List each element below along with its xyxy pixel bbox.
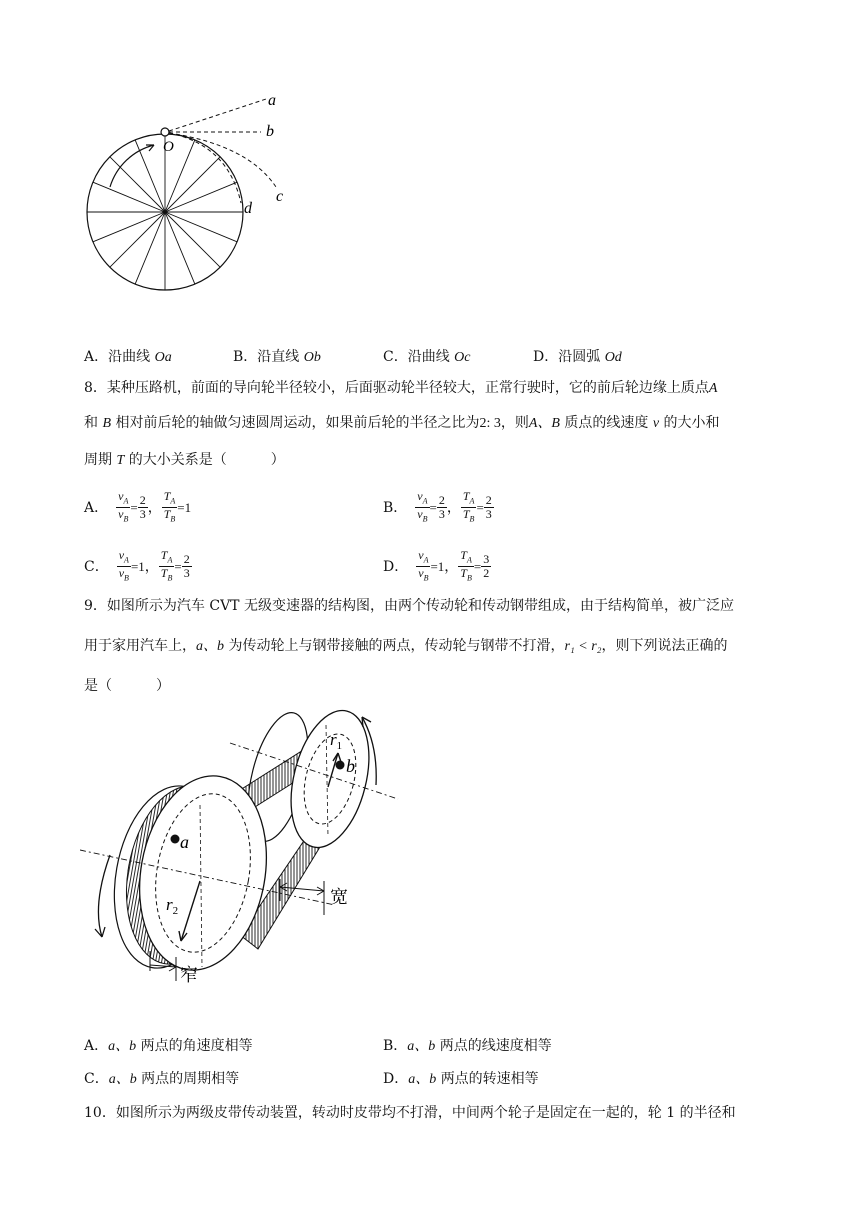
point-b-marker [336,761,345,770]
q8-option-b[interactable]: B． $\frac{v_A}{v_B}$ = $\frac{2}{3}$ ， $\frac{T_A}{T_B}$ = $\frac{2}{3}$ [383,489,492,524]
label-a: a [180,832,189,852]
fraction-ta-tb: $\frac{T_A}{T_B}$ [163,489,176,524]
fraction-va-vb: $\frac{v_A}{v_B}$ [118,489,129,524]
q10-stem-line1: 10．如图所示为两级皮带传动装置，转动时皮带均不打滑，中间两个轮子是固定在一起的，轮 1 的半径和 [84,1105,736,1121]
q8-stem-line3: 周期 T 的大小关系是（ ） [84,452,285,468]
wheel-spoke [165,157,220,212]
q9-stem-line2: 用于家用汽车上，a、b 为传动轮上与钢带接触的两点，传动轮与钢带不打滑，r₁ < r₂，则下列说法正确的 [84,638,728,654]
wheel-spoke [110,157,165,212]
q9-option-b[interactable]: B．a、b 两点的线速度相等 [383,1038,552,1054]
label-r1: $r_1$ [330,730,343,752]
label-b: b [346,756,355,776]
q8-option-c[interactable]: C． $\frac{v_A}{v_B}$ = 1 ， $\frac{T_A}{T_B}$ = $\frac{2}{3}$ [84,548,190,583]
label-o: O [163,139,174,155]
q8-option-d[interactable]: D． $\frac{v_A}{v_B}$ = 1 ， $\frac{T_A}{T_B}$ = $\frac{3}{2}$ [383,548,490,583]
path-a-curve [169,99,266,131]
label-a: a [268,92,276,109]
q7-option-b[interactable]: B．沿直线 Ob [233,349,321,365]
path-d-arc [169,133,241,203]
wheel-spokes [87,134,243,290]
q9-option-a[interactable]: A．a、b 两点的角速度相等 [84,1038,253,1054]
label-narrow: 窄 [180,965,198,985]
point-a-marker [171,835,180,844]
value-2-3: $\frac{2}{3}$ [139,493,146,522]
q7-option-a[interactable]: A．沿曲线 Oa [84,349,172,365]
q7-wheel-diagram [78,85,298,320]
q8-stem-line1: 8．某种压路机，前面的导向轮半径较小，后面驱动轮半径较大，正常行驶时，它的前后轮边缘上质点A [84,380,718,396]
q9-option-d[interactable]: D．a、b 两点的转速相等 [383,1071,539,1087]
label-r2: $r_2$ [166,895,179,917]
q8-option-a[interactable]: A． $\frac{v_A}{v_B}$ = $\frac{2}{3}$ ， $\frac{T_A}{T_B}$ = 1 [84,489,192,524]
label-wide: 宽 [330,887,348,907]
q9-stem-line3: 是（ ） [84,678,170,694]
cvt-transmission-diagram [80,705,410,995]
big-pulley-rotation-arrow [98,855,110,937]
q9-option-c[interactable]: C．a、b 两点的周期相等 [84,1071,240,1087]
label-c: c [276,188,284,205]
point-o-marker [161,128,169,136]
q7-option-d[interactable]: D．沿圆弧 Od [533,349,622,365]
q8-stem-line2: 和 B 相对前后轮的轴做匀速圆周运动，如果前后轮的半径之比为2: 3，则A、B 质点的线速度 v 的大小和 [84,415,720,431]
q9-stem-line1: 9．如图所示为汽车 CVT 无级变速器的结构图，由两个传动轮和传动钢带组成，由于结构简单，被广泛应 [84,598,734,614]
label-b: b [266,123,274,140]
wheel-spoke [110,212,165,267]
q7-option-c[interactable]: C．沿曲线 Oc [383,349,471,365]
wheel-spoke [165,212,220,267]
label-d: d [244,200,252,217]
